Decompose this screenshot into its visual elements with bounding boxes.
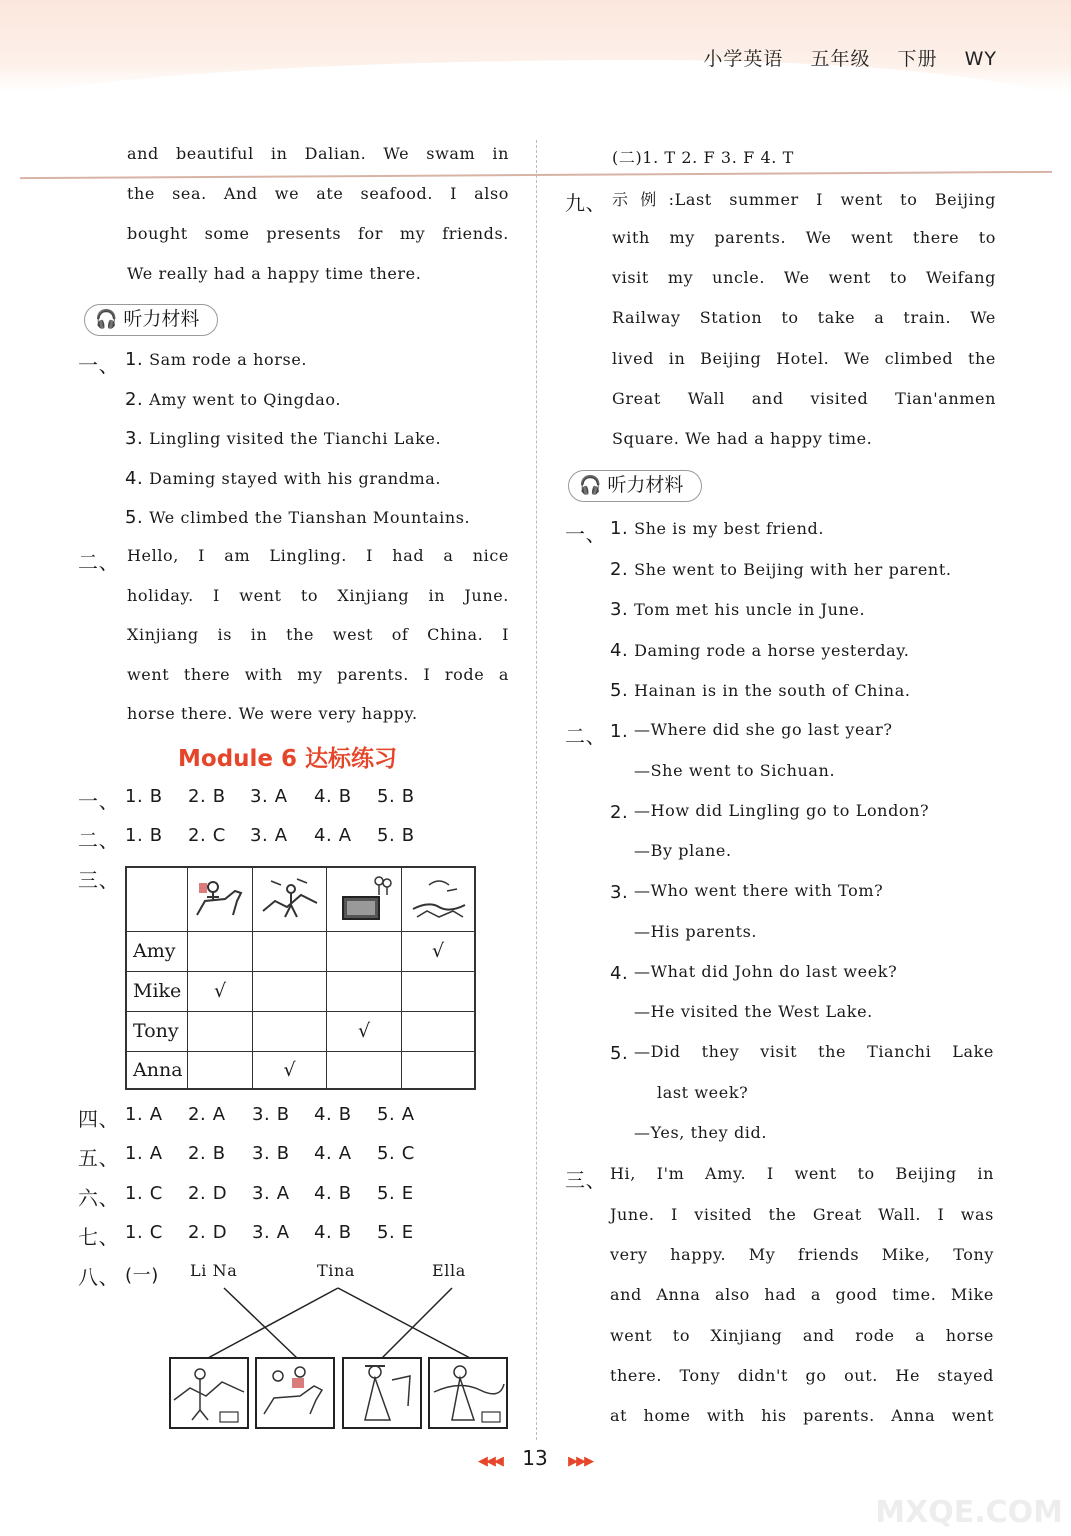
listening-tag-label: 听力材料	[607, 474, 684, 496]
section-marker: 一、	[78, 789, 120, 813]
check-mark: √	[188, 971, 253, 1011]
match-line	[208, 1288, 338, 1358]
horse-riding-picture-icon	[191, 871, 249, 927]
section-marker: 二、	[78, 550, 120, 574]
list-item	[125, 389, 341, 410]
answer: 4. A	[314, 1143, 352, 1164]
answer: 5. E	[377, 1222, 414, 1243]
answer: 3. B	[252, 1104, 290, 1125]
item-text: She is my best friend.	[634, 519, 825, 538]
text-line: Hi, I'm Amy. I went to Beijing in	[610, 1164, 994, 1183]
part2-answers: (二)1. T 2. F 3. F 4. T	[612, 148, 794, 167]
text-line: went there with my parents. I rode a	[127, 665, 509, 684]
text-line: holiday. I went to Xinjiang in June.	[127, 586, 509, 605]
list-item	[610, 599, 865, 620]
text-line: there. Tony didn't go out. He stayed	[610, 1366, 994, 1385]
dialog-number: 1.	[610, 721, 629, 742]
section-marker: 三、	[78, 868, 120, 892]
running-header	[683, 44, 997, 71]
answer: 3. A	[252, 1222, 290, 1243]
item-text: She went to Beijing with her parent.	[634, 560, 952, 579]
dialog-number: 5.	[610, 1043, 629, 1064]
text-line: visit my uncle. We went to Weifang	[612, 268, 996, 287]
check-mark: √	[253, 1051, 327, 1089]
item-number: 2.	[125, 389, 144, 410]
answer: 4. B	[314, 1183, 352, 1204]
item-text: We climbed the Tianshan Mountains.	[149, 508, 471, 527]
table-cell	[402, 971, 476, 1011]
check-mark: √	[402, 931, 476, 971]
answer: 3. A	[252, 1183, 290, 1204]
item-text: Daming stayed with his grandma.	[149, 469, 442, 488]
right-arrows-icon: ▶▶▶	[568, 1454, 593, 1469]
text-line: and Anna also had a good time. Mike	[610, 1285, 994, 1304]
row-label: Tony	[126, 1011, 188, 1051]
answer: 1. A	[125, 1104, 163, 1125]
list-item	[125, 349, 307, 370]
table-cell	[402, 1011, 476, 1051]
answer-table	[125, 866, 476, 1090]
listening-material-tag	[84, 304, 218, 336]
item-number: 1.	[610, 518, 629, 539]
match-name: Tina	[317, 1261, 356, 1280]
match-line	[382, 1288, 452, 1358]
lake-picture-icon	[409, 871, 467, 927]
dialog-line: —She went to Sichuan.	[634, 761, 836, 780]
row-label: Anna	[126, 1051, 188, 1089]
match-name: Li Na	[190, 1261, 238, 1280]
text-line: Great Wall and visited Tian'anmen	[612, 389, 996, 408]
left-arrows-icon: ◀◀◀	[477, 1454, 502, 1469]
text-line: bought some presents for my friends.	[127, 224, 509, 243]
section-marker: 四、	[78, 1107, 120, 1131]
answer: 1. C	[125, 1183, 163, 1204]
answer: 2. B	[188, 1143, 226, 1164]
answer: 3. A	[250, 825, 288, 846]
dialog-line: —Yes, they did.	[634, 1123, 768, 1142]
section-marker: 九、	[565, 191, 607, 215]
list-item	[610, 518, 824, 539]
section-marker: 三、	[565, 1168, 607, 1192]
headphones-icon: 🎧	[95, 309, 118, 330]
answer: 5. C	[377, 1143, 415, 1164]
answer: 3. B	[252, 1143, 290, 1164]
picture-cell	[188, 867, 253, 931]
text-line: Railway Station to take a train. We	[612, 308, 996, 327]
list-item	[125, 468, 441, 489]
dialog-line: —His parents.	[634, 922, 758, 941]
listening-material-tag	[568, 470, 702, 502]
answer: 5. B	[377, 786, 415, 807]
answer: 2. A	[188, 1104, 226, 1125]
item-text: Daming rode a horse yesterday.	[634, 641, 910, 660]
match-line	[224, 1288, 297, 1358]
text-line: and beautiful in Dalian. We swam in	[127, 144, 509, 163]
text-line: Xinjiang is in the west of China. I	[127, 625, 509, 644]
section-marker: 一、	[78, 353, 120, 377]
matching-figure	[160, 1280, 520, 1430]
item-text: Amy went to Qingdao.	[149, 390, 342, 409]
item-text: Sam rode a horse.	[149, 350, 308, 369]
watermark: MXQE.COM	[875, 1495, 1063, 1530]
dialog-line: —What did John do last week?	[634, 962, 898, 981]
answer: 1. B	[125, 786, 163, 807]
picture-cell	[253, 867, 327, 931]
item-number: 5.	[610, 680, 629, 701]
item-text: Tom met his uncle in June.	[634, 600, 866, 619]
text-line: went to Xinjiang and rode a horse	[610, 1326, 994, 1345]
section-marker: 八、	[78, 1265, 120, 1289]
home-tv-picture-icon	[335, 871, 393, 927]
answer: 2. C	[188, 825, 226, 846]
text-line: Square. We had a happy time.	[612, 429, 873, 448]
item-number: 2.	[610, 559, 629, 580]
picture-cell	[327, 867, 402, 931]
table-cell	[327, 1051, 402, 1089]
section-marker: 五、	[78, 1146, 120, 1170]
picture-frame-music-icon	[343, 1358, 421, 1428]
table-corner	[126, 867, 188, 931]
answer: 4. A	[314, 825, 352, 846]
module-title: Module 6 达标练习	[178, 746, 398, 772]
item-number: 4.	[125, 468, 144, 489]
section-marker: 二、	[78, 828, 120, 852]
item-text: Hainan is in the south of China.	[634, 681, 911, 700]
list-item	[610, 680, 911, 701]
dialog-line: —How did Lingling go to London?	[634, 801, 930, 820]
picture-frame-great-wall-icon	[170, 1358, 248, 1428]
picture-cell	[402, 867, 476, 931]
table-cell	[402, 1051, 476, 1089]
text-line: at home with his parents. Anna went	[610, 1406, 994, 1425]
list-item	[610, 559, 952, 580]
list-item	[125, 507, 470, 528]
sub-marker: (一)	[125, 1265, 159, 1286]
column-divider	[536, 140, 537, 1440]
dialog-line: —He visited the West Lake.	[634, 1002, 873, 1021]
table-cell	[253, 931, 327, 971]
check-mark: √	[327, 1011, 402, 1051]
answer: 5. A	[377, 1104, 415, 1125]
text-line: Hello, I am Lingling. I had a nice	[127, 546, 509, 565]
text-line: very happy. My friends Mike, Tony	[610, 1245, 994, 1264]
header-grade: 五年级	[810, 48, 871, 70]
dialog-number: 4.	[610, 963, 629, 984]
header-subject: 小学英语	[703, 48, 784, 70]
dialog-line: —Where did she go last year?	[634, 720, 893, 739]
match-name: Ella	[432, 1261, 466, 1280]
section-marker: 一、	[565, 522, 607, 546]
text-line: lived in Beijing Hotel. We climbed the	[612, 349, 996, 368]
list-item	[610, 640, 909, 661]
table-cell	[327, 971, 402, 1011]
section-marker: 六、	[78, 1186, 120, 1210]
answer: 2. D	[188, 1183, 228, 1204]
page-footer	[450, 1446, 620, 1470]
picture-frame-horse-icon	[256, 1358, 334, 1428]
text-line: the sea. And we ate seafood. I also	[127, 184, 509, 203]
great-wall-picture-icon	[261, 871, 319, 927]
match-line	[338, 1288, 470, 1358]
list-item	[125, 428, 441, 449]
item-number: 4.	[610, 640, 629, 661]
dialog-line: —Did they visit the Tianchi Lake	[634, 1042, 994, 1061]
answer: 1. C	[125, 1222, 163, 1243]
text-line: June. I visited the Great Wall. I was	[610, 1205, 994, 1224]
header-volume: 下册	[897, 48, 938, 70]
answer: 2. D	[188, 1222, 228, 1243]
dialog-line: last week?	[657, 1083, 749, 1102]
table-cell	[188, 1051, 253, 1089]
item-text: Lingling visited the Tianchi Lake.	[149, 429, 442, 448]
item-number: 3.	[610, 599, 629, 620]
dialog-number: 2.	[610, 802, 629, 823]
item-number: 1.	[125, 349, 144, 370]
answer: 1. A	[125, 1143, 163, 1164]
row-label: Mike	[126, 971, 188, 1011]
answer: 5. B	[377, 825, 415, 846]
picture-frame-lake-icon	[429, 1358, 507, 1428]
text-line: 示例:Last summer I went to Beijing	[612, 190, 996, 209]
table-cell	[253, 971, 327, 1011]
text-line: We really had a happy time there.	[127, 264, 422, 283]
answer: 4. B	[314, 1104, 352, 1125]
answer: 1. B	[125, 825, 163, 846]
text-line: horse there. We were very happy.	[127, 704, 418, 723]
section-marker: 二、	[565, 724, 607, 748]
listening-tag-label: 听力材料	[123, 308, 200, 330]
table-cell	[327, 931, 402, 971]
item-number: 3.	[125, 428, 144, 449]
answer: 3. A	[250, 786, 288, 807]
answer: 5. E	[377, 1183, 414, 1204]
table-cell	[188, 1011, 253, 1051]
text-line: with my parents. We went there to	[612, 228, 996, 247]
row-label: Amy	[126, 931, 188, 971]
dialog-line: —By plane.	[634, 841, 732, 860]
answer: 2. B	[188, 786, 226, 807]
table-cell	[253, 1011, 327, 1051]
answer: 4. B	[314, 1222, 352, 1243]
table-cell	[188, 931, 253, 971]
dialog-number: 3.	[610, 882, 629, 903]
headphones-icon: 🎧	[579, 475, 602, 496]
header-edition: WY	[964, 48, 997, 70]
section-marker: 七、	[78, 1225, 120, 1249]
dialog-line: —Who went there with Tom?	[634, 881, 884, 900]
item-number: 5.	[125, 507, 144, 528]
page-number: 13	[522, 1446, 548, 1470]
answer: 4. B	[314, 786, 352, 807]
